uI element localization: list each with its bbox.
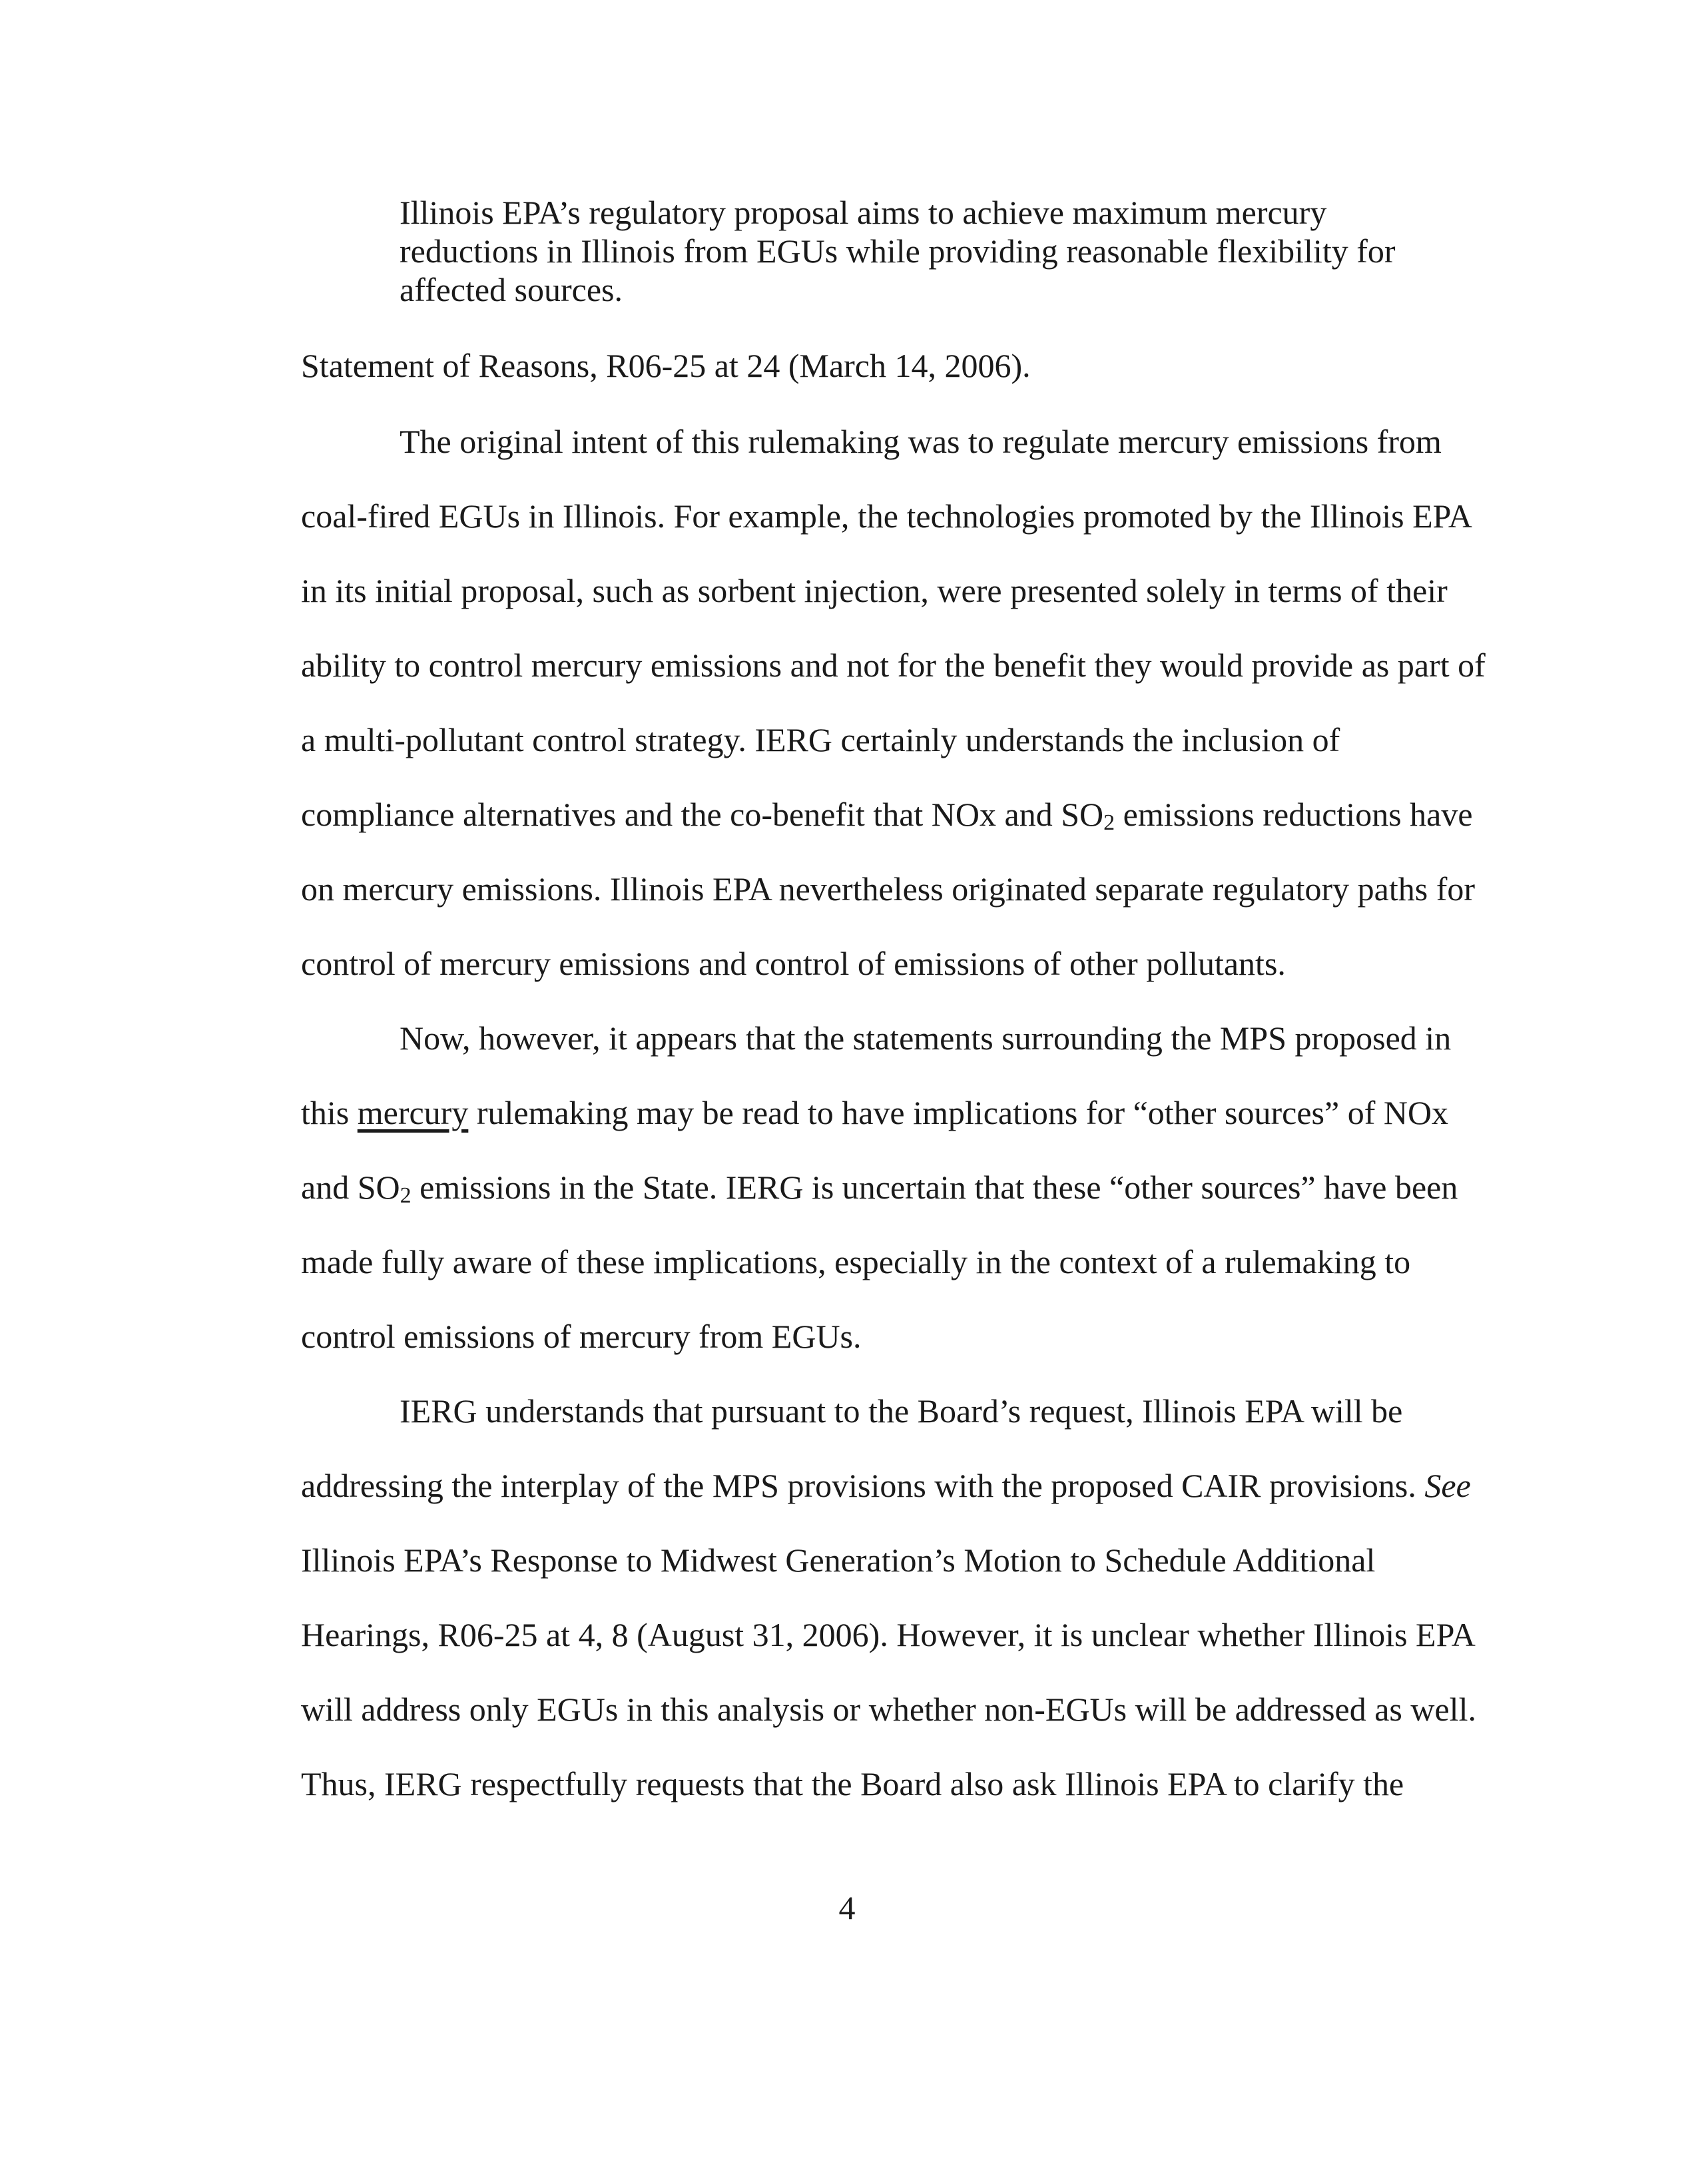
paragraph-1-line: ability to control mercury emissions and not for the benefit they would provide as part of (301, 647, 1486, 684)
quote-line: affected sources. (400, 271, 623, 308)
quote-line: reductions in Illinois from EGUs while providing reasonable flexibility for (400, 232, 1396, 270)
text-run: rulemaking may be read to have implications for “other sources” of NOx (468, 1094, 1449, 1131)
paragraph-1-line: coal-fired EGUs in Illinois. For example, the technologies promoted by the Illinois EPA (301, 497, 1472, 535)
page-number: 4 (838, 1889, 856, 1926)
paragraph-2-line: made fully aware of these implications, especially in the context of a rulemaking to (301, 1243, 1411, 1280)
text-run: emissions reductions have (1115, 796, 1473, 833)
paragraph-2-line: Now, however, it appears that the statements surrounding the MPS proposed in (400, 1019, 1452, 1057)
text-run: addressing the interplay of the MPS provisions with the proposed CAIR provisions. (301, 1467, 1425, 1504)
text-run: emissions in the State. IERG is uncertain that these “other sources” have been (411, 1169, 1458, 1206)
paragraph-1-line: control of mercury emissions and control of emissions of other pollutants. (301, 945, 1286, 982)
paragraph-3-line: will address only EGUs in this analysis or whether non-EGUs will be addressed as well. (301, 1691, 1476, 1728)
paragraph-3-line (301, 1466, 1471, 1505)
paragraph-1-line (301, 795, 1473, 834)
paragraph-3-line: IERG understands that pursuant to the Board’s request, Illinois EPA will be (400, 1392, 1403, 1430)
underlined-word: mercury (357, 1094, 469, 1131)
paragraph-3-line: Thus, IERG respectfully requests that the Board also ask Illinois EPA to clarify the (301, 1765, 1404, 1802)
subscript: 2 (1103, 810, 1115, 835)
quote-line: Illinois EPA’s regulatory proposal aims to achieve maximum mercury (400, 194, 1327, 231)
paragraph-3-line: Hearings, R06-25 at 4, 8 (August 31, 2006). However, it is unclear whether Illinois EPA (301, 1616, 1476, 1653)
text-run: and SO (301, 1169, 400, 1206)
quote-citation: Statement of Reasons, R06-25 at 24 (March 14, 2006). (301, 347, 1031, 384)
paragraph-2-line: control emissions of mercury from EGUs. (301, 1318, 862, 1355)
paragraph-1-line: in its initial proposal, such as sorbent injection, were presented solely in terms of their (301, 572, 1448, 609)
text-run: compliance alternatives and the co-benefit that NOx and SO (301, 796, 1104, 833)
paragraph-2-line (301, 1168, 1458, 1207)
block-quote (400, 193, 1412, 309)
paragraph-1-line: on mercury emissions. Illinois EPA nevertheless originated separate regulatory paths for (301, 870, 1476, 908)
subscript: 2 (400, 1183, 412, 1208)
italic-signal-word: See (1424, 1467, 1471, 1504)
paragraph-3-line: Illinois EPA’s Response to Midwest Generation’s Motion to Schedule Additional (301, 1541, 1376, 1579)
paragraph-2-line (301, 1093, 1448, 1132)
paragraph-1-line: The original intent of this rulemaking was to regulate mercury emissions from (400, 423, 1442, 460)
paragraph-1-line: a multi-pollutant control strategy. IERG certainly understands the inclusion of (301, 721, 1340, 758)
text-run: this (301, 1094, 358, 1131)
